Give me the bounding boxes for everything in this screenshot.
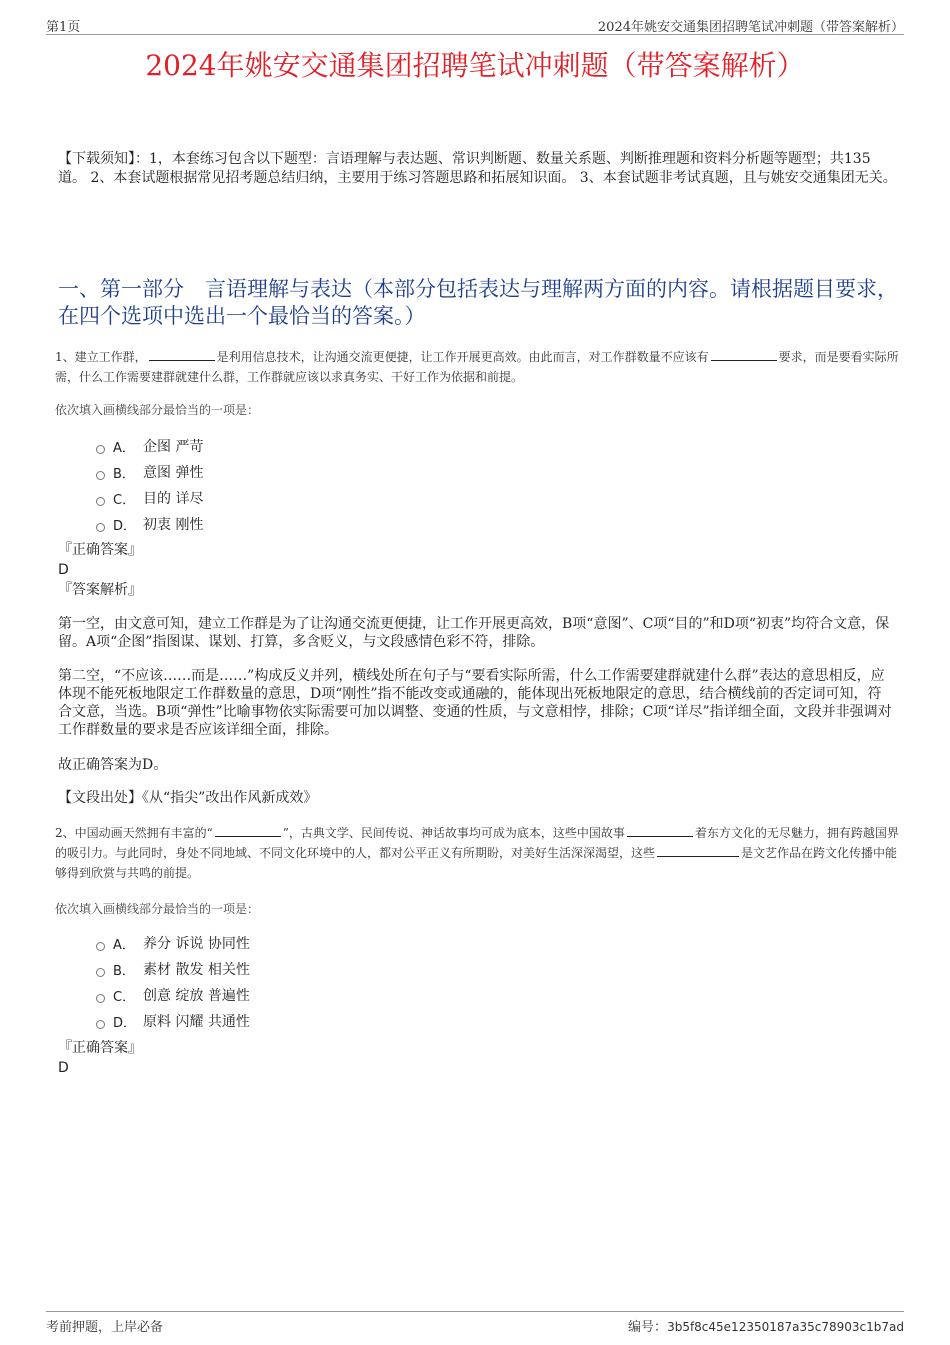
radio-icon[interactable] [96,471,105,480]
question-1-analysis-paragraph: 第二空，“不应该……而是……”构成反义并列，横线处所在句子与“要看实际所需，什么工作需要建群就建什么群”表达的意思相反，应体现不能死板地限定工作群数量的意思，D项“刚性”指不能改变或通融的，能体现出死板地限定的意思，结合横线前的否定词可知，符合文意，当选。B项“弹性”比喻事物依实际需要可加以调整、变通的性质，与文意相悖，排除；C项“详尽”指详细全面，文段并非强调对工作群数量的要求是否应该详细全面，排除。 [58,668,892,738]
question-1-conclusion: 故正确答案为D。 [58,757,168,773]
page-footer [46,1311,904,1338]
question-1-instruction: 依次填入画横线部分最恰当的一项是： [55,403,260,417]
header-doc-title: 2024年姚安交通集团招聘笔试冲刺题（带答案解析） [597,20,904,35]
question-1-source: 【文段出处】《从“指尖”改出作风新成效》 [58,790,318,806]
option-a[interactable]: A． 企图 严苛 [96,433,203,459]
question-1-analysis-label: 『答案解析』 [58,582,142,598]
radio-icon[interactable] [96,968,105,977]
question-1-answer-label: 『正确答案』 [58,542,142,558]
radio-icon[interactable] [96,942,105,951]
radio-icon[interactable] [96,445,105,454]
stem-text: 着东方文化的无尽魅力，拥有跨越国界的吸引力。与此同时，身处不同地域、不同文化环境中的人，都对公平正义有所期盼，对美好生活深深渴望，这些 [55,826,899,860]
question-2-answer: D [58,1060,69,1076]
download-notice: 【下载须知】：1，本套练习包含以下题型：言语理解与表达题、常识判断题、数量关系题、判断推理题和资料分析题等题型；共135道。 2、本套试题根据常见招考题总结归纳，主要用于练习答题思路和拓展知识面。 3、本套试题非考试真题，且与姚安交通集团无关。 [58,151,897,186]
stem-text: 是利用信息技术，让沟通交流更便捷，让工作开展更高效。由此而言，对工作群数量不应该有 [216,350,709,364]
stem-text: 是文艺作品在跨文化传播中能够得到欣赏与共鸣的前提。 [55,846,898,880]
option-d[interactable]: D． 原料 闪耀 共通性 [96,1008,250,1034]
option-b[interactable]: B． 意图 弹性 [96,459,203,485]
answer-blank [149,348,215,361]
radio-icon[interactable] [96,497,105,506]
option-b[interactable]: B． 素材 散发 相关性 [96,956,250,982]
question-2-stem [55,823,900,883]
answer-blank [711,348,777,361]
option-c[interactable]: C． 创意 绽放 普遍性 [96,982,250,1008]
answer-blank [657,844,739,857]
question-2-instruction: 依次填入画横线部分最恰当的一项是： [55,902,260,916]
question-1-stem [55,347,900,387]
stem-text: 1、建立工作群， [55,350,147,364]
answer-blank [215,824,281,837]
question-1-answer: D [58,562,69,578]
option-d[interactable]: D． 初衷 刚性 [96,511,203,537]
radio-icon[interactable] [96,523,105,532]
question-2-options [96,930,250,1034]
page-header [46,14,904,35]
document-title: 2024年姚安交通集团招聘笔试冲刺题（带答案解析） [145,49,805,82]
question-1-options [96,433,203,537]
section-title: 一、第一部分 言语理解与表达（本部分包括表达与理解两方面的内容。请根据题目要求，在四个选项中选出一个最恰当的答案。） [58,277,898,328]
question-2-answer-label: 『正确答案』 [58,1040,142,1056]
radio-icon[interactable] [96,994,105,1003]
footer-code: 编号：3b5f8c45e12350187a35c78903c1b7ad [628,1320,904,1335]
page-number: 第1页 [46,20,81,35]
stem-text: 2、中国动画天然拥有丰富的“ [55,826,213,840]
stem-text: ”，古典文学、民间传说、神话故事均可成为底本，这些中国故事 [282,826,625,840]
footer-slogan: 考前押题，上岸必备 [46,1320,164,1335]
radio-icon[interactable] [96,1020,105,1029]
option-a[interactable]: A． 养分 诉说 协同性 [96,930,250,956]
option-c[interactable]: C． 目的 详尽 [96,485,203,511]
question-1-analysis-paragraph: 第一空，由文意可知，建立工作群是为了让沟通交流更便捷，让工作开展更高效，B项“意图”、C项“目的”和D项“初衷”均符合文意，保留。A项“企图”指图谋、谋划、打算，多含贬义，与文段感情色彩不符，排除。 [58,616,890,650]
answer-blank [627,824,693,837]
stem-text: 要求，而是要看实际所需，什么工作需要建群就建什么群，工作群就应该以求真务实、干好工作为依据和前提。 [55,350,899,384]
